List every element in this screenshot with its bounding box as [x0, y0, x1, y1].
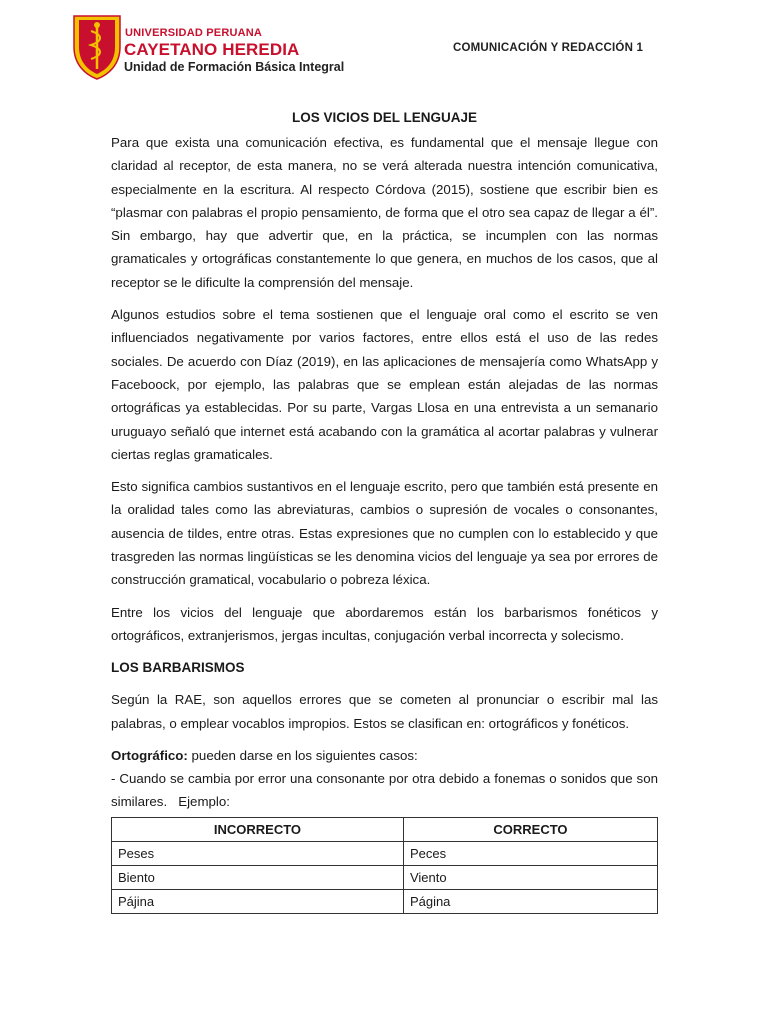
university-name-line1: UNIVERSIDAD PERUANA [125, 27, 263, 39]
document-header [0, 0, 768, 90]
header-correct: CORRECTO [403, 817, 657, 841]
ortho-label: Ortográfico: [111, 747, 188, 763]
case-text: - Cuando se cambia por error una consonante por otra debido a fonemas o sonidos que son similares. Ejemplo: [111, 771, 662, 810]
header-incorrect: INCORRECTO [112, 817, 404, 841]
example-table [111, 817, 658, 914]
paragraph-4: Entre los vicios del lenguaje que abordaremos están los barbarismos fonéticos y ortográficos, extranjerismos, jergas incultas, conjugación verbal incorrecta y solecismo. [111, 604, 658, 643]
cell-incorrect: Peses [112, 841, 404, 865]
table-row [112, 889, 658, 913]
ortho-text: pueden darse en los siguientes casos: [187, 747, 418, 763]
ortho-line [111, 744, 658, 767]
cell-incorrect: Pájina [112, 889, 404, 913]
table-row [112, 865, 658, 889]
table-header-row [112, 817, 658, 841]
document-title: LOS VICIOS DEL LENGUAJE [291, 110, 478, 125]
university-name-line2: CAYETANO HEREDIA [124, 40, 300, 59]
course-name: COMUNICACIÓN Y REDACCIÓN 1 [453, 42, 644, 54]
section-heading: LOS BARBARISMOS [111, 660, 245, 676]
paragraph-2: Algunos estudios sobre el tema sostienen que el lenguaje oral como el escrito se ven influenciados negativamente por varios factores, entre ellos está el uso de las redes sociales. De acuerdo con Díaz (2019), en las aplicaciones de mensajería como WhatsApp y Faceboock, por ejemplo, las palabras que se emplean están alejadas de las normas ortográficas ya establecidas. Por su parte, Vargas Llosa en una entrevista a un semanario uruguayo señaló que internet está acabando con la gramática al acortar palabras y vulnerar ciertas reglas gramaticales. [111, 307, 658, 462]
cell-correct: Peces [403, 841, 657, 865]
document-body [111, 110, 662, 914]
section-paragraph: Según la RAE, son aquellos errores que se cometen al pronunciar o escribir mal las palabras, o emplear vocablos impropios. Estos se clasifican en: ortográficos y fonéticos. [111, 692, 658, 731]
paragraph-3: Esto significa cambios sustantivos en el lenguaje escrito, pero que también está presente en la oralidad tales como las abreviaturas, cambios o supresión de vocales o consonantes, ausencia de tildes, entre otras. Estas expresiones que no cumplen con lo establecido y que trasgreden las normas lingüísticas se les denomina vicios del lenguaje ya sea por errores de construcción gramatical, vocabulario o pobreza léxica. [111, 479, 658, 588]
unit-name: Unidad de Formación Básica Integral [124, 60, 345, 74]
university-crest-icon [70, 13, 124, 81]
cell-incorrect: Biento [112, 865, 404, 889]
cell-correct: Página [403, 889, 657, 913]
cell-correct: Viento [403, 865, 657, 889]
paragraph-1: Para que exista una comunicación efectiva, es fundamental que el mensaje llegue con claridad al receptor, de esta manera, no se verá alterada nuestra intención comunicativa, especialmente en la escritura. Al respecto Córdova (2015), sostiene que escribir bien es “plasmar con palabras el propio pensamiento, de forma que el otro sea capaz de llegar a él”. Sin embargo, hay que advertir que, en la práctica, se incumplen con las normas gramaticales y ortográficas constantemente lo que genera, en muchos de los casos, que al receptor se le dificulte la comprensión del mensaje. [111, 135, 658, 290]
table-row [112, 841, 658, 865]
